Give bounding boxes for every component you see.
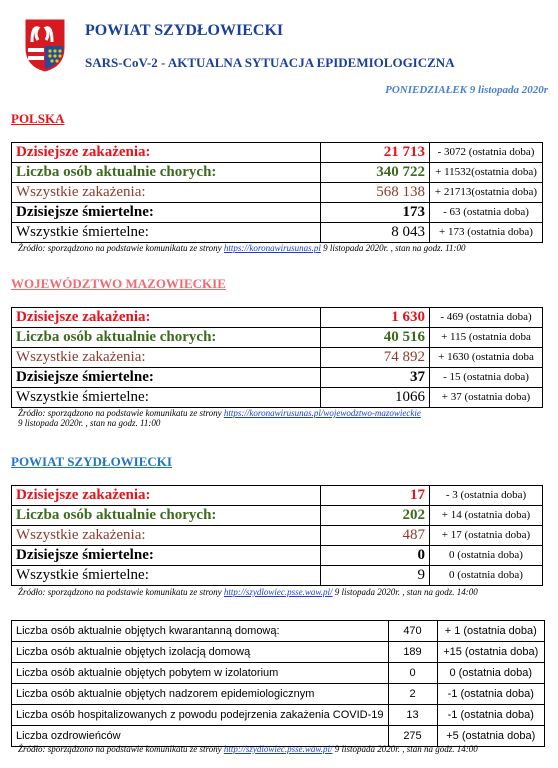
row-change: 0 (ostatnia doba) [430,546,543,566]
row-label: Wszystkie śmiertelne: [12,223,321,243]
table-row [12,308,543,328]
row-label: Dzisiejsze śmiertelne: [12,368,321,388]
row-value: 340 722 [321,163,430,183]
table-row [12,143,543,163]
table-row [12,526,543,546]
section-title-mazowieckie: WOJEWÓDZTWO MAZOWIECKIE [11,276,226,291]
table-row [12,388,543,408]
row-value: 189 [388,642,437,663]
table-row [12,642,545,663]
row-label: Liczba osób aktualnie chorych: [12,163,321,183]
row-change: +15 (ostatnia doba) [437,642,545,663]
row-change: + 115 (ostatnia doba [430,328,543,348]
row-change: 0 (ostatnia doba) [437,663,545,684]
row-change: + 17 (ostatnia doba) [430,526,543,546]
table-row [12,566,543,586]
row-label: Liczba osób aktualnie objętych izolacją domową [12,642,389,663]
source-prefix: Źródło: sporządzono na podstawie komunikatu ze strony [18,587,224,597]
row-change: + 1630 (ostatnia doba [430,348,543,368]
row-value: 1066 [321,388,430,408]
row-change: - 469 (ostatnia doba) [430,308,543,328]
source-link[interactable]: https://koronawirusunas.pl/wojewodztwo-mazowieckie [223,408,421,418]
row-change: - 15 (ostatnia doba) [430,368,543,388]
row-change: - 3 (ostatnia doba) [430,486,543,506]
row-change: + 1 (ostatnia doba) [437,621,545,642]
row-label: Liczba osób aktualnie objętych nadzorem epidemiologicznym [12,684,389,705]
page-subtitle: SARS-CoV-2 - AKTUALNA SYTUACJA EPIDEMIOLOGICZNA [85,55,455,70]
source-note-polska [18,243,465,253]
row-change: -1 (ostatnia doba) [437,705,545,726]
source-prefix: Źródło: sporządzono na podstawie komunikatu ze strony [18,744,224,754]
row-value: 202 [321,506,430,526]
row-label: Liczba osób aktualnie chorych: [12,506,321,526]
table-row [12,506,543,526]
row-value: 275 [388,726,437,747]
table-row [12,684,545,705]
row-label: Wszystkie śmiertelne: [12,566,321,586]
table-row [12,486,543,506]
source-note-powiat [18,587,478,597]
row-value: 0 [321,546,430,566]
table-row [12,546,543,566]
table-row [12,203,543,223]
row-change: - 3072 (ostatnia doba) [430,143,543,163]
row-label: Dzisiejsze zakażenia: [12,308,321,328]
row-value: 470 [388,621,437,642]
row-label: Liczba osób aktualnie objętych pobytem w izolatorium [12,663,389,684]
source-date: 9 listopada 2020r. , stan na godz. 11:00 [18,418,161,428]
stats-table-powiat [11,485,543,586]
row-value: 37 [321,368,430,388]
row-change: -1 (ostatnia doba) [437,684,545,705]
page-title: POWIAT SZYDŁOWIECKI [85,22,284,39]
source-note-details [18,744,478,754]
row-label: Dzisiejsze zakażenia: [12,143,321,163]
row-value: 13 [388,705,437,726]
row-value: 9 [321,566,430,586]
stats-table-polska [11,142,543,243]
table-row [12,163,543,183]
table-row [12,705,545,726]
row-change: +5 (ostatnia doba) [437,726,545,747]
row-label: Wszystkie zakażenia: [12,526,321,546]
table-row [12,328,543,348]
table-row [12,621,545,642]
row-value: 2 [388,684,437,705]
table-row [12,183,543,203]
row-label: Liczba ozdrowieńców [12,726,389,747]
row-change: - 63 (ostatnia doba) [430,203,543,223]
source-link[interactable]: http://szydlowiec.psse.waw.pl/ [223,744,333,754]
row-change: + 14 (ostatnia doba) [430,506,543,526]
details-table [11,620,545,747]
table-row [12,348,543,368]
row-value: 173 [321,203,430,223]
section-title-powiat: POWIAT SZYDŁOWIECKI [11,454,172,469]
row-value: 74 892 [321,348,430,368]
row-change: + 173 (ostatnia doba) [430,223,543,243]
row-value: 1 630 [321,308,430,328]
row-change: 0 (ostatnia doba) [430,566,543,586]
row-value: 568 138 [321,183,430,203]
row-label: Wszystkie zakażenia: [12,183,321,203]
source-link[interactable]: http://szydlowiec.psse.waw.pl/ [223,587,333,597]
report-date: PONIEDZIAŁEK 9 listopada 2020r [385,84,548,96]
table-row [12,368,543,388]
row-label: Liczba osób aktualnie chorych: [12,328,321,348]
row-value: 8 043 [321,223,430,243]
row-value: 21 713 [321,143,430,163]
section-title-polska: POLSKA [11,111,65,126]
source-prefix: Źródło: sporządzono na podstawie komunikatu ze strony [18,408,224,418]
row-label: Dzisiejsze śmiertelne: [12,203,321,223]
row-label: Liczba osób aktualnie objętych kwarantanną domową: [12,621,389,642]
row-label: Dzisiejsze zakażenia: [12,486,321,506]
row-change: + 37 (ostatnia doba) [430,388,543,408]
table-row [12,223,543,243]
stats-table-mazowieckie [11,307,543,408]
row-label: Liczba osób hospitalizowanych z powodu podejrzenia zakażenia COVID-19 [12,705,389,726]
row-value: 487 [321,526,430,546]
source-suffix: 9 listopada 2020r. , stan na godz. 14:00 [332,744,478,754]
row-change: + 21713(ostatnia doba) [430,183,543,203]
source-link[interactable]: https://koronawirusunas.pl [223,243,321,253]
source-prefix: Źródło: sporządzono na podstawie komunikatu ze strony [18,243,224,253]
row-label: Wszystkie zakażenia: [12,348,321,368]
row-value: 17 [321,486,430,506]
row-value: 0 [388,663,437,684]
coat-of-arms-logo [24,18,66,72]
table-row [12,663,545,684]
row-change: + 11532(ostatnia doba) [430,163,543,183]
row-label: Wszystkie śmiertelne: [12,388,321,408]
row-label: Dzisiejsze śmiertelne: [12,546,321,566]
source-suffix: 9 listopada 2020r. , stan na godz. 14:00 [332,587,478,597]
row-value: 40 516 [321,328,430,348]
source-suffix: 9 listopada 2020r. , stan na godz. 11:00 [320,243,466,253]
source-note-mazowieckie [18,408,421,428]
